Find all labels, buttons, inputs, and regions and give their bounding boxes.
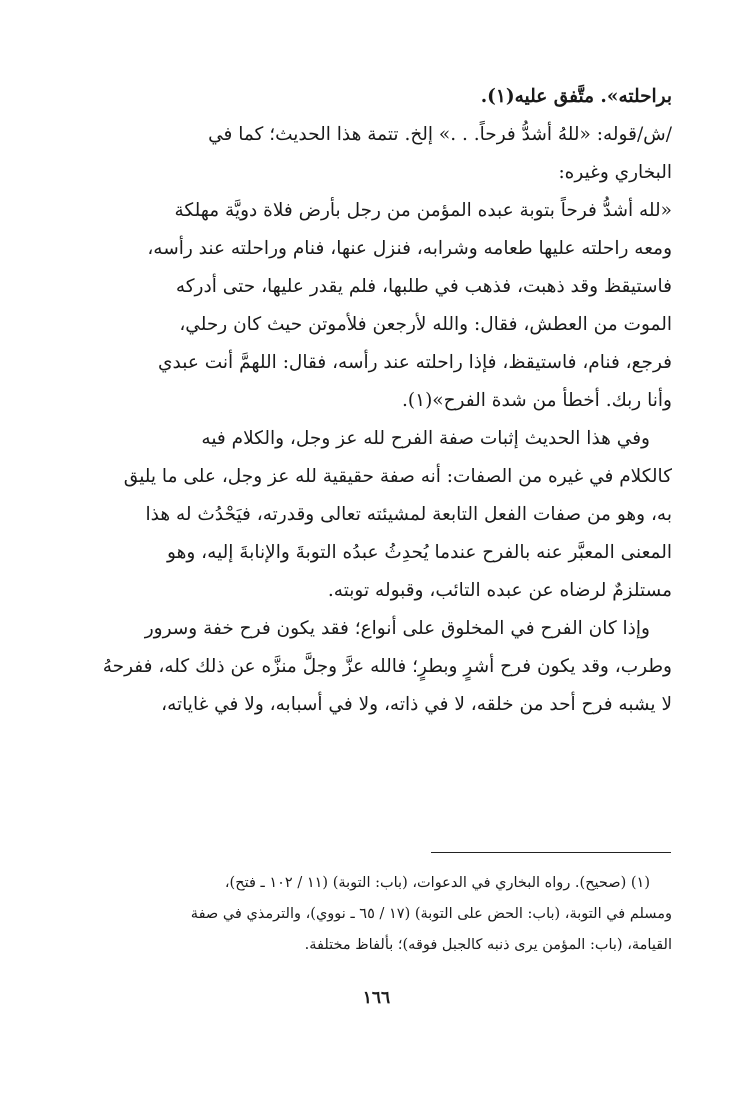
page-body xyxy=(82,78,672,724)
footnote-line: (١) (صحيح). رواه البخاري في الدعوات، (باب: التوبة) (١١ / ١٠٢ ـ فتح)، xyxy=(224,875,650,891)
paragraph-line: المعنى المعبَّر عنه بالفرح عندما يُحدِثُ عبدُه التوبةَ والإنابةَ إليه، وهو xyxy=(167,542,672,563)
hadith-line: الموت من العطش، فقال: والله لأرجعن فلأموتن حيث كان رحلي، xyxy=(179,314,672,335)
footnote-divider xyxy=(431,852,671,853)
paragraph-line: مستلزمٌ لرضاه عن عبده التائب، وقبوله توبته. xyxy=(327,580,672,601)
paragraph-two xyxy=(82,420,672,610)
paragraph-line: وفي هذا الحديث إثبات صفة الفرح لله عز وجل، والكلام فيه xyxy=(201,428,650,449)
paragraph-line: وطرب، وقد يكون فرح أشرٍ وبطرٍ؛ فالله عزَّ وجلَّ منزَّه عن ذلك كله، ففرحهُ xyxy=(102,656,672,677)
footnote-line: القيامة، (باب: المؤمن يرى ذنبه كالجبل فوقه)؛ بألفاظ مختلفة. xyxy=(304,937,672,953)
footnotes xyxy=(82,868,672,961)
commentary-line: البخاري وغيره: xyxy=(558,162,672,183)
opening-line: براحلته». متَّفق عليه(١). xyxy=(480,86,672,107)
hadith-line: ومعه راحلته عليها طعامه وشرابه، فنزل عنها، فنام وراحلته عند رأسه، xyxy=(147,238,672,259)
paragraph-line: كالكلام في غيره من الصفات: أنه صفة حقيقية لله عز وجل، على ما يليق xyxy=(123,466,672,487)
footnote-line: ومسلم في التوبة، (باب: الحض على التوبة) (١٧ / ٦٥ ـ نووي)، والترمذي في صفة xyxy=(190,906,672,922)
page-number: ١٦٦ xyxy=(362,988,391,1008)
hadith-line: «لله أشدُّ فرحاً بتوبة عبده المؤمن من رجل بأرض فلاة دويَّة مهلكة xyxy=(174,200,672,221)
commentary-line: /ش/قوله: «للهُ أشدُّ فرحاً. . .» إلخ. تتمة هذا الحديث؛ كما في xyxy=(208,124,672,145)
paragraph-line: لا يشبه فرح أحد من خلقه، لا في ذاته، ولا في أسبابه، ولا في غاياته، xyxy=(161,694,672,715)
paragraph-three xyxy=(82,610,672,724)
paragraph-line: وإذا كان الفرح في المخلوق على أنواع؛ فقد يكون فرح خفة وسرور xyxy=(144,618,650,639)
hadith-line: وأنا ربك. أخطأ من شدة الفرح»(١). xyxy=(402,390,672,411)
hadith-paragraph xyxy=(82,192,672,420)
hadith-line: فاستيقظ وقد ذهبت، فذهب في طلبها، فلم يقدر عليها، حتى أدركه xyxy=(175,276,672,297)
paragraph-line: به، وهو من صفات الفعل التابعة لمشيئته تعالى وقدرته، فيَحْدُث له هذا xyxy=(145,504,672,525)
hadith-line: فرجع، فنام، فاستيقظ، فإذا راحلته عند رأسه، فقال: اللهمَّ أنت عبدي xyxy=(158,352,672,373)
